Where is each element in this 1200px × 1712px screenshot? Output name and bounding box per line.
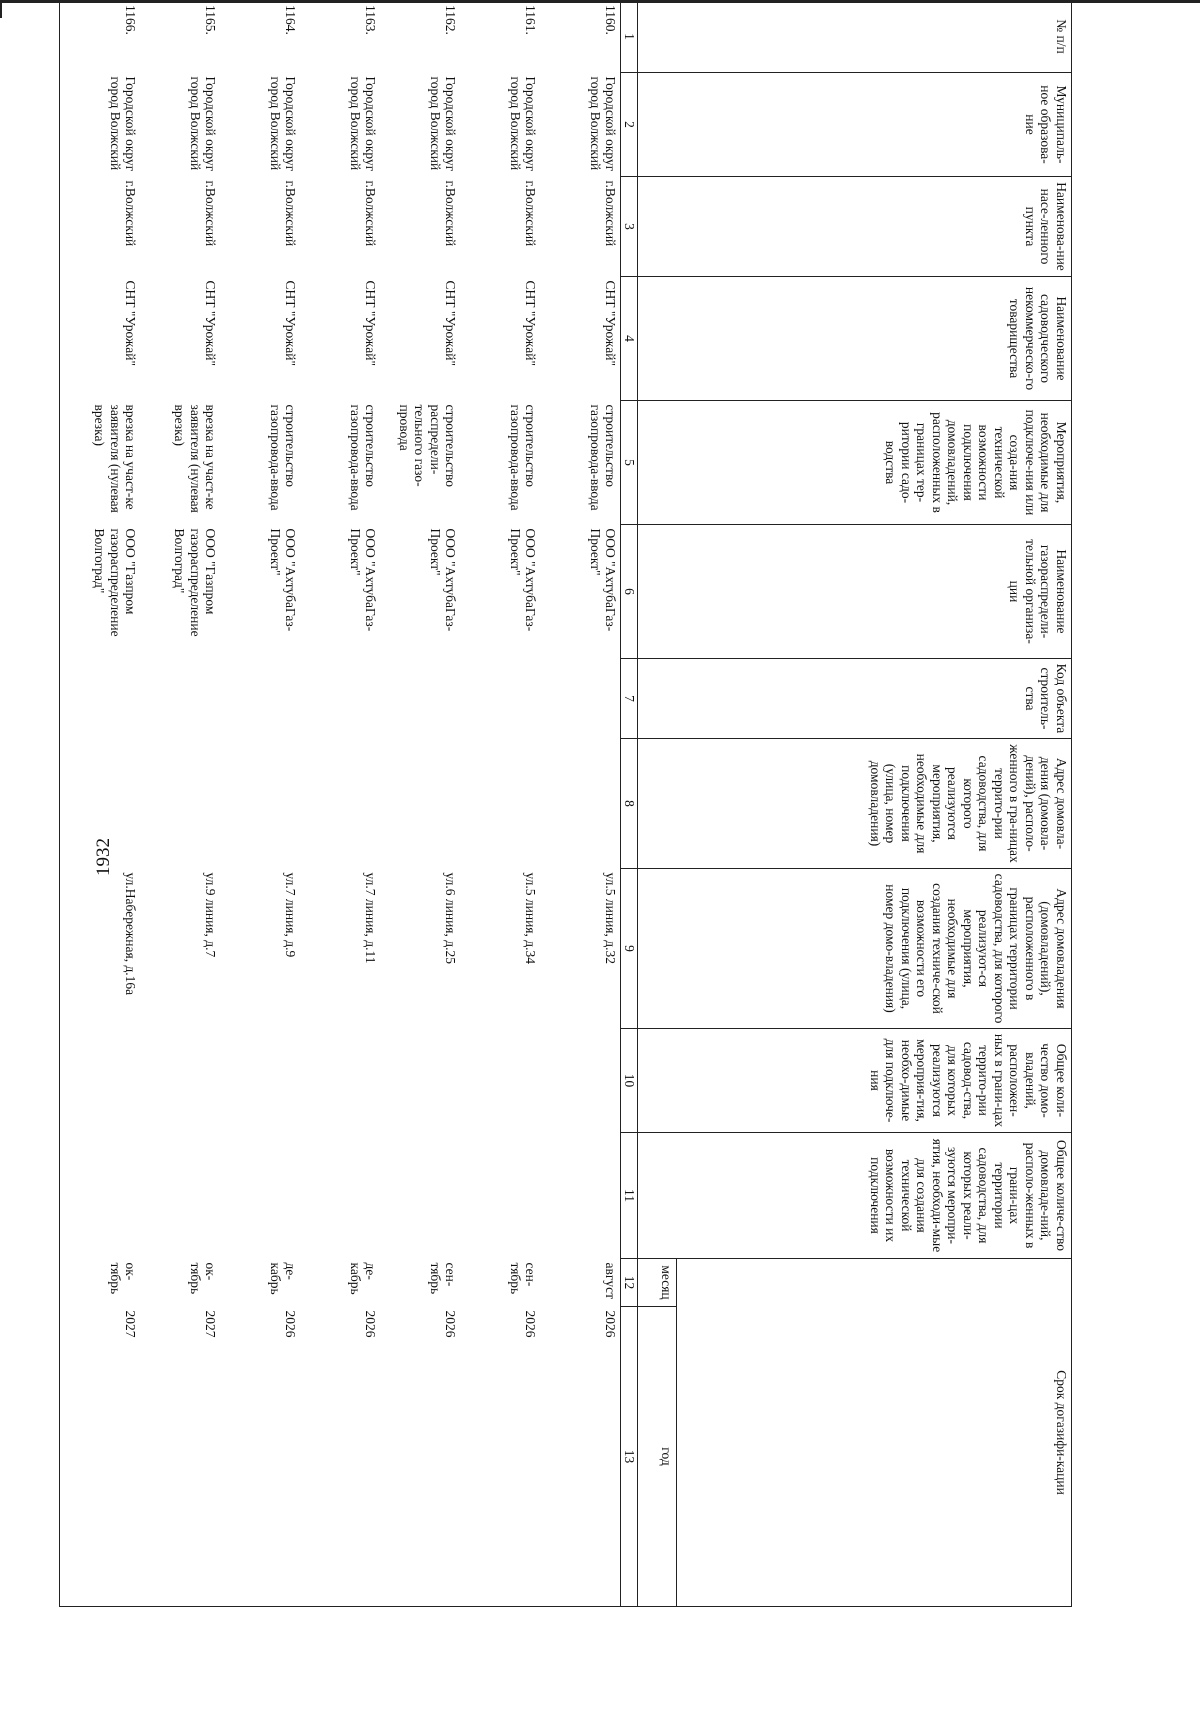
address-tech-cell: ул.Набережная, д.16а [60,869,141,1029]
count-connection-cell [220,1029,300,1133]
month-cell: сен-тябрь [427,1262,459,1295]
municipality-cell: Городской округ город Волжский [347,76,379,172]
month-cell: де-кабрь [347,1262,379,1295]
year-cell: 2027 [60,1307,141,1607]
address-tech-cell: ул.6 линия, д.25 [443,872,459,965]
row-number: 1160. [540,1,621,73]
settlement-cell: г.Волжский [523,180,539,247]
count-tech-cell [380,1133,460,1259]
header-settlement: Наименова-ние насе-ленного пункта [638,177,1072,277]
column-number: 5 [621,401,638,525]
object-code-cell [220,659,300,739]
row-number: 1162. [380,1,460,73]
address-tech-cell: ул.9 линия, д.7 [203,872,219,958]
gasification-table [59,0,1072,1607]
count-connection-cell [60,1029,141,1133]
table-row [460,1,540,1607]
measure-cell: строительство газопровода-ввода [507,404,539,511]
settlement-cell: г.Волжский [603,180,619,247]
month-cell: сен-тябрь [507,1262,539,1295]
table-row [60,1,141,1607]
column-number: 8 [621,739,638,869]
count-connection-cell [300,1029,380,1133]
header-month: месяц [638,1259,677,1307]
gro-cell: ООО "АхтубаГаз-Проект" [427,528,459,632]
count-tech-cell [60,1133,141,1259]
gro-cell: ООО "АхтубаГаз-Проект" [507,528,539,632]
snt-cell: СНТ "Урожай" [523,280,539,366]
year-cell: 2026 [540,1307,621,1607]
row-number: 1165. [140,1,220,73]
header-address-tech: Адрес домовладения (домовладений), расположенного в границах территории садоводства, для которого реализуют-ся мероприятия, необходимые для создания техниче-ской возможности его подключения (улица, номер домо-владения) [638,869,1072,1029]
gro-cell: ООО "Газпром газораспределение Волгоград" [172,528,219,637]
header-year: год [638,1307,677,1607]
column-number: 9 [621,869,638,1029]
address-connection-cell [460,739,540,869]
measure-cell: строительство газопровода-ввода [347,404,379,511]
table-row [220,1,300,1607]
address-connection-cell [540,739,621,869]
snt-cell: СНТ "Урожай" [203,280,219,366]
count-connection-cell [140,1029,220,1133]
address-connection-cell [60,739,141,869]
settlement-cell: г.Волжский [443,180,459,247]
settlement-cell: г.Волжский [283,180,299,247]
gro-cell: ООО "АхтубаГаз-Проект" [587,528,619,632]
table-row [380,1,460,1607]
address-connection-cell [220,739,300,869]
header-snt: Наименование садоводческого некоммерческо-го товарищества [638,277,1072,401]
gro-cell: ООО "АхтубаГаз-Проект" [267,528,299,632]
column-number: 7 [621,659,638,739]
row-number: 1164. [220,1,300,73]
measure-cell: врезка на участ-ке заявителя (нулевая врезка) [172,404,219,513]
measure-cell: строительство газопровода-ввода [267,404,299,511]
address-tech-cell: ул.5 линия, д.34 [523,872,539,965]
address-connection-cell [380,739,460,869]
header-count-tech: Общее количе-ство домовладе-ний, располо-женных в грани-цах территории садоводства, для которых реали-зуются меропри-ятия, необходи-мые для создания технической возможности их подключения [638,1133,1072,1259]
year-cell: 2026 [380,1307,460,1607]
settlement-cell: г.Волжский [203,180,219,247]
municipality-cell: Городской округ город Волжский [60,73,141,177]
row-number: 1163. [300,1,380,73]
measure-cell: строительство газопровода-ввода [587,404,619,511]
municipality-cell: Городской округ город Волжский [427,76,459,172]
row-number: 1161. [460,1,540,73]
gro-cell: ООО "Газпром газораспределение Волгоград" [60,525,141,659]
column-number: 12 [621,1259,638,1307]
settlement-cell: г.Волжский [60,177,141,277]
snt-cell: СНТ "Урожай" [603,280,619,366]
settlement-cell: г.Волжский [363,180,379,247]
count-tech-cell [140,1133,220,1259]
count-tech-cell [220,1133,300,1259]
header-measures: Мероприятия, необходимые для подключе-ния или созда-ния технической возможности подключения домовладений, расположенных в границах тер-ритории садо-водства [638,401,1072,525]
municipality-cell: Городской округ город Волжский [187,76,219,172]
address-tech-cell: ул.7 линия, д.9 [283,872,299,958]
snt-cell: СНТ "Урожай" [60,277,141,401]
header-deadline: Срок догазифи-кации [677,1259,1072,1607]
municipality-cell: Городской округ город Волжский [267,76,299,172]
gro-cell: ООО "АхтубаГаз-Проект" [347,528,379,632]
object-code-cell [540,659,621,739]
snt-cell: СНТ "Урожай" [443,280,459,366]
table-row [300,1,380,1607]
year-cell: 2027 [140,1307,220,1607]
address-tech-cell: ул.5 линия, д.32 [603,872,619,965]
year-cell: 2026 [460,1307,540,1607]
column-number: 3 [621,177,638,277]
measure-cell: строительство распредели-тельного газо-провода [396,404,459,487]
table-row [540,1,621,1607]
page-number: 1932 [93,838,114,876]
object-code-cell [380,659,460,739]
month-cell: де-кабрь [267,1262,299,1295]
count-connection-cell [540,1029,621,1133]
header-object-code: Код объекта строитель-ства [638,659,1072,739]
count-tech-cell [540,1133,621,1259]
column-number-row [621,1,638,1607]
snt-cell: СНТ "Урожай" [283,280,299,366]
column-number: 13 [621,1307,638,1607]
column-number: 4 [621,277,638,401]
month-cell: ок-тябрь [187,1262,219,1295]
count-tech-cell [300,1133,380,1259]
address-tech-cell: ул.7 линия, д.11 [363,872,379,964]
table-row [140,1,220,1607]
header-address-connection: Адрес домовла-дения (домовла-дений), располо-женного в гра-ницах террито-рии садоводства, для которого реализуются мероприятия, необходимые для подключения (улица, номер домовладения) [638,739,1072,869]
object-code-cell [460,659,540,739]
column-number: 2 [621,73,638,177]
count-connection-cell [380,1029,460,1133]
measure-cell: врезка на участ-ке заявителя (нулевая врезка) [60,401,141,525]
month-cell: ок-тябрь [60,1259,141,1307]
year-cell: 2026 [300,1307,380,1607]
header-num: № п/п [638,1,1072,73]
header-count-connection: Общее коли-чество домо-владений, расположен-ных в грани-цах террито-рии садовод-ства, для которых реализуются мероприя-тия, необхо-димые для подключе-ния [638,1029,1072,1133]
object-code-cell [300,659,380,739]
column-number: 1 [621,1,638,73]
snt-cell: СНТ "Урожай" [363,280,379,366]
column-number: 6 [621,525,638,659]
month-cell: август [603,1262,619,1300]
address-connection-cell [140,739,220,869]
year-cell: 2026 [220,1307,300,1607]
address-connection-cell [300,739,380,869]
header-gro: Наименование газораспредели-тельной организа-ции [638,525,1072,659]
scan-border-left [0,0,2,18]
column-number: 11 [621,1133,638,1259]
object-code-cell [60,659,141,739]
column-number: 10 [621,1029,638,1133]
object-code-cell [140,659,220,739]
count-connection-cell [460,1029,540,1133]
count-tech-cell [460,1133,540,1259]
header-municipality: Муниципаль-ное образова-ние [638,73,1072,177]
municipality-cell: Городской округ город Волжский [587,76,619,172]
row-number: 1166. [60,1,141,73]
municipality-cell: Городской округ город Волжский [507,76,539,172]
